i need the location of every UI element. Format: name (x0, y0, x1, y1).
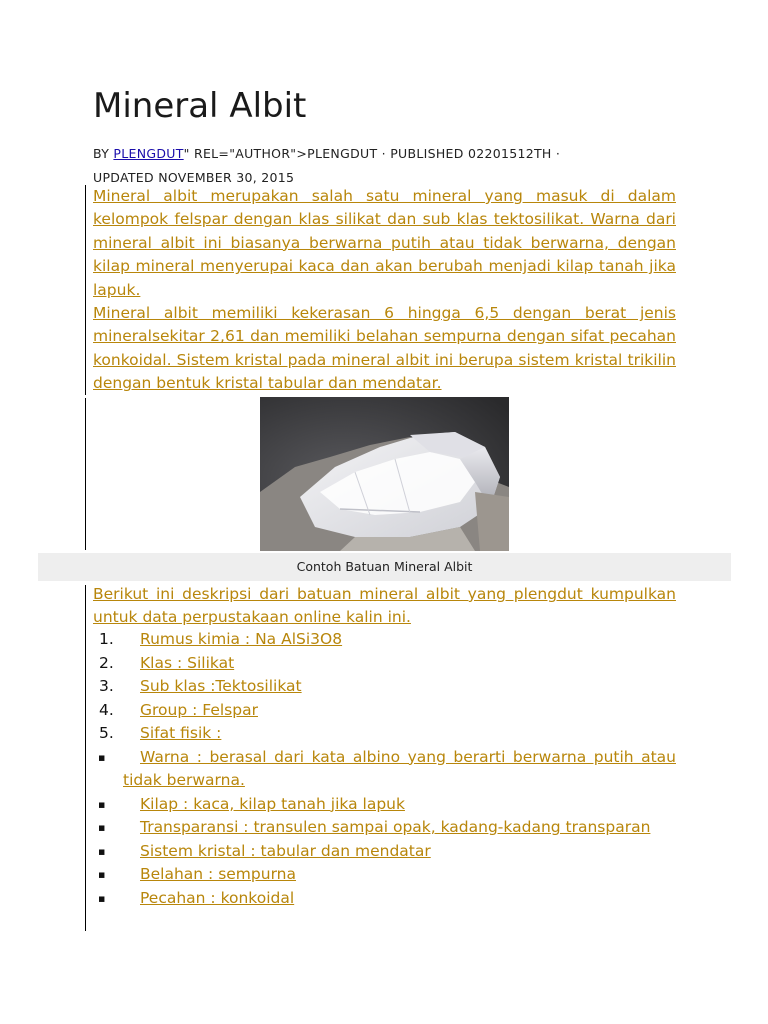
list-item-text[interactable]: Pecahan : konkoidal (140, 888, 295, 907)
list-item-text[interactable]: Warna : berasal dari kata albino yang berarti berwarna putih atau tidak berwarna. (123, 747, 676, 789)
list-item: 4. Group : Felspar (93, 699, 676, 723)
list-item-text[interactable]: Sistem kristal : tabular dan mendatar (140, 841, 431, 860)
meta-by: BY (93, 146, 114, 161)
bullet-icon: ▪ (98, 750, 106, 764)
bullet-icon: ▪ (98, 868, 106, 881)
list-item-text[interactable]: Kilap : kaca, kilap tanah jika lapuk (140, 794, 405, 813)
meta-updated: UPDATED NOVEMBER 30, 2015 (93, 170, 295, 185)
list-item (93, 746, 676, 793)
list-item-text[interactable]: Belahan : sempurna (140, 865, 296, 883)
image-caption-bar (38, 553, 731, 581)
paragraph-2[interactable]: Mineral albit memiliki kekerasan 6 hingga 6,5 dengan berat jenis mineralsekitar 2,61 dan memiliki belahan sempurna dengan sifat pecahan konkoidal. Sistem kristal pada mineral albit ini berupa sistem kristal trikilin dengan bentuk kristal tabular dan mendatar. (93, 304, 676, 393)
list-item-text[interactable]: Group : Felspar (140, 700, 258, 719)
bullet-icon: ▪ (98, 891, 106, 905)
quote-border-bottom (85, 585, 86, 931)
list-item: 3. Sub klas :Tektosilikat (93, 675, 676, 699)
list-item (93, 863, 676, 887)
intro-paragraph[interactable]: Berikut ini deskripsi dari batuan mineral albit yang plengdut kumpulkan untuk data perpustakaan online kalin ini. (93, 585, 676, 627)
list-item-text[interactable]: Sub klas :Tektosilikat (140, 677, 302, 695)
paragraph-1[interactable]: Mineral albit merupakan salah satu mineral yang masuk di dalam kelompok felspar dengan klas silikat dan sub klas tektosilikat. Warna dari mineral albit ini biasanya berwarna putih atau tidak berwarna, dengan kilap mineral menyerupai kaca dan akan berubah menjadi kilap tanah jika lapuk. (93, 187, 676, 299)
quote-border-image (85, 398, 86, 550)
albite-photo (260, 397, 509, 551)
list-item-text[interactable]: Rumus kimia : Na AlSi3O8 (140, 630, 343, 648)
author-link[interactable]: PLENGDUT (113, 146, 184, 161)
meta-published: " REL="AUTHOR">PLENGDUT · PUBLISHED 02201512TH · (183, 146, 561, 161)
list-item (93, 887, 676, 911)
list-item: 2. Klas : Silikat (93, 652, 676, 676)
list-item-text[interactable]: Transparansi : transulen sampai opak, kadang-kadang transparan (140, 818, 651, 836)
list-item (93, 840, 676, 864)
quote-border-top (85, 185, 86, 395)
property-list (93, 628, 676, 910)
list-item (93, 793, 676, 817)
list-item: 1. Rumus kimia : Na AlSi3O8 (93, 628, 676, 652)
bullet-icon: ▪ (98, 821, 106, 834)
list-item-text[interactable]: Klas : Silikat (140, 653, 235, 672)
list-item (93, 816, 676, 840)
albite-crystal-image (260, 397, 509, 551)
list-item: 5. Sifat fisik : (93, 722, 676, 746)
article-meta (93, 142, 693, 190)
bullet-icon: ▪ (98, 797, 106, 811)
article-title: Mineral Albit (93, 86, 307, 126)
image-caption: Contoh Batuan Mineral Albit (296, 559, 473, 574)
bullet-icon: ▪ (98, 844, 106, 858)
list-item-text[interactable]: Sifat fisik : (140, 724, 222, 742)
